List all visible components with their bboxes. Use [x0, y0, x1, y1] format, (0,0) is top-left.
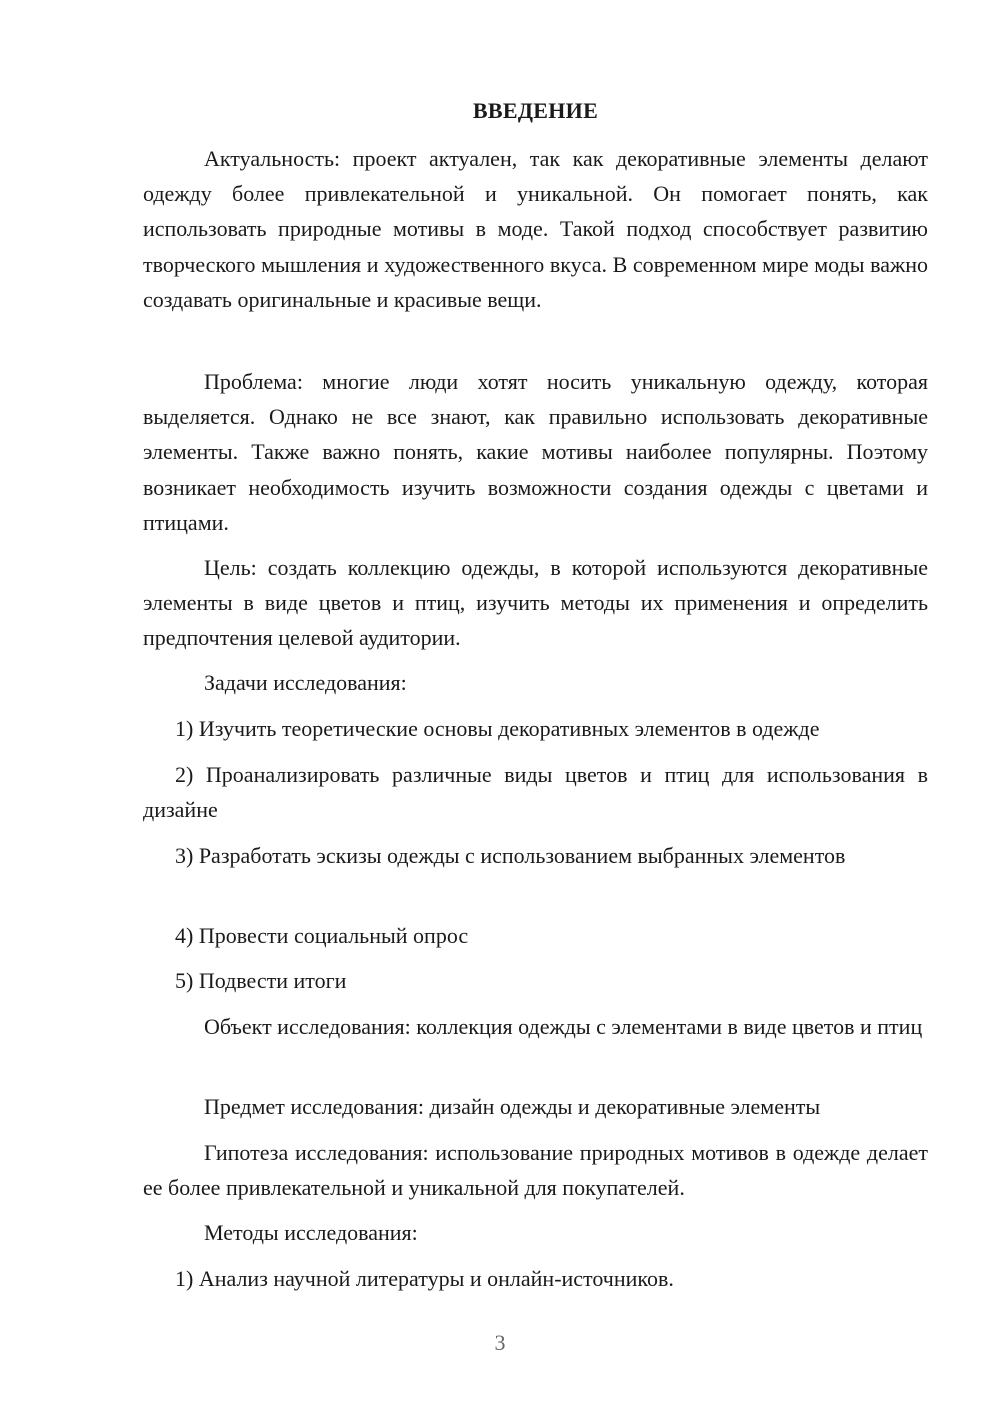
section-title: ВВЕДЕНИЕ [472, 98, 599, 123]
relevance-paragraph: Актуальность: проект актуален, так как декоративные элементы делают одежду более привлекательной и уникальной. Он помогает понять, как использовать природные мотивы в моде. Такой подход способствует развитию творческого мышления и художественного вкуса. В современном мире моды важно создавать оригинальные и красивые вещи. [143, 146, 928, 312]
task-item-4: 4) Провести социальный опрос [175, 923, 469, 948]
method-item-1: 1) Анализ научной литературы и онлайн-источников. [175, 1266, 674, 1291]
object-paragraph: Объект исследования: коллекция одежды с элементами в виде цветов и птиц [204, 1014, 923, 1039]
task-item-1: 1) Изучить теоретические основы декоративных элементов в одежде [175, 716, 820, 741]
task-item-3: 3) Разработать эскизы одежды с использованием выбранных элементов [175, 843, 846, 868]
problem-paragraph: Проблема: многие люди хотят носить уникальную одежду, которая выделяется. Однако не все знают, как правильно использовать декоративные элементы. Также важно понять, какие мотивы наиболее популярны. Поэтому возникает необходимость изучить возможности создания одежды с цветами и птицами. [143, 369, 928, 535]
hypothesis-paragraph: Гипотеза исследования: использование природных мотивов в одежде делает ее более привлекательной и уникальной для покупателей. [143, 1140, 928, 1201]
goal-paragraph: Цель: создать коллекцию одежды, в которой используются декоративные элементы в виде цветов и птиц, изучить методы их применения и определить предпочтения целевой аудитории. [143, 555, 928, 651]
task-item-5: 5) Подвести итоги [175, 968, 347, 993]
subject-paragraph: Предмет исследования: дизайн одежды и декоративные элементы [204, 1094, 821, 1119]
methods-heading: Методы исследования: [204, 1220, 418, 1245]
tasks-heading: Задачи исследования: [204, 670, 407, 695]
task-item-2: 2) Проанализировать различные виды цветов и птиц для использования в дизайне [143, 762, 928, 823]
page-number: 3 [494, 1330, 506, 1355]
